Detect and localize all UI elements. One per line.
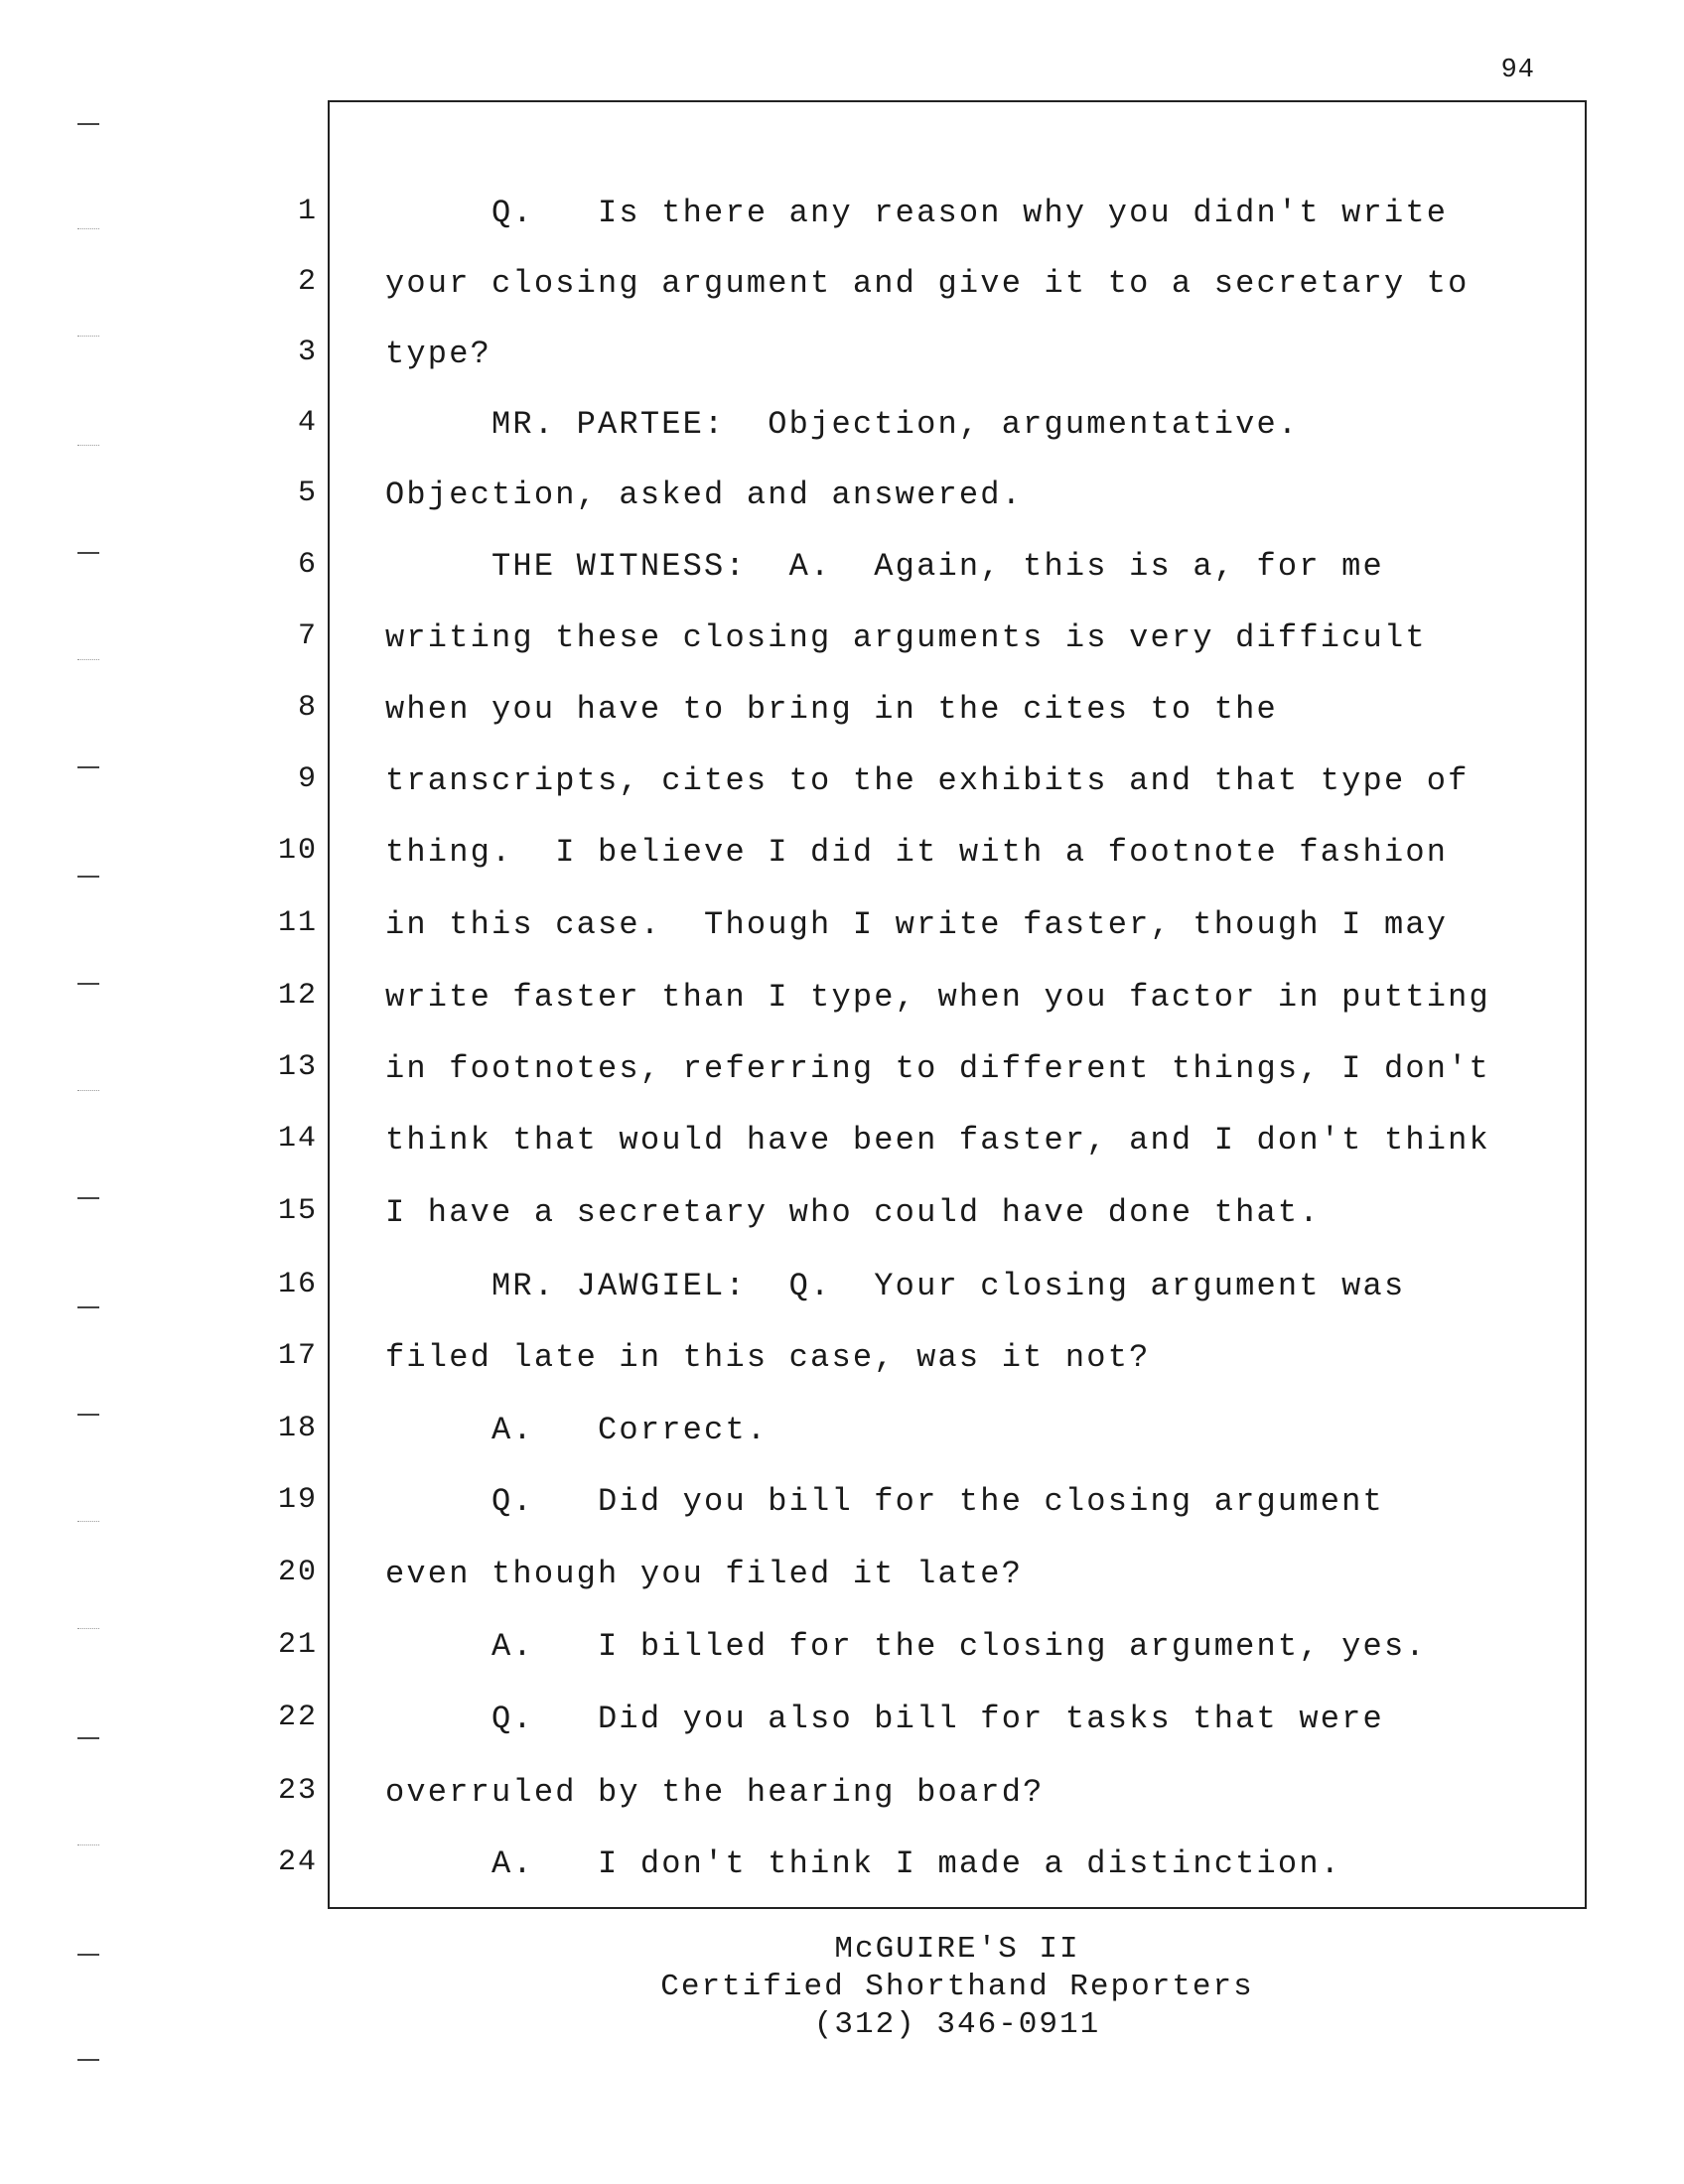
line-number: 2: [297, 265, 318, 299]
margin-tick: [77, 1414, 99, 1416]
transcript-line: thing. I believe I did it with a footnote fashion: [385, 834, 1449, 871]
margin-tick: [77, 445, 99, 446]
transcript-line: type?: [385, 336, 492, 372]
transcript-line: transcripts, cites to the exhibits and that type of: [385, 762, 1470, 799]
margin-tick: [77, 1844, 99, 1845]
line-number: 5: [297, 477, 318, 510]
transcript-line: write faster than I type, when you factor in putting: [385, 979, 1490, 1016]
line-number: 8: [297, 691, 318, 725]
margin-tick: [77, 552, 99, 554]
margin-tick: [77, 228, 99, 229]
line-number: 17: [277, 1339, 318, 1373]
margin-tick: [77, 1306, 99, 1308]
transcript-line: writing these closing arguments is very difficult: [385, 619, 1427, 656]
margin-tick: [77, 1090, 99, 1091]
margin-tick: [77, 876, 99, 878]
transcript-line: in footnotes, referring to different things, I don't: [385, 1050, 1490, 1087]
reporter-name: McGUIRE'S II: [834, 1932, 1080, 1967]
line-number: 15: [277, 1194, 318, 1228]
margin-tick: [77, 1197, 99, 1199]
margin-tick: [77, 1737, 99, 1739]
page-number: 94: [1500, 56, 1535, 85]
transcript-line: MR. PARTEE: Objection, argumentative.: [385, 406, 1300, 443]
margin-tick: [77, 336, 99, 337]
line-number: 16: [277, 1268, 318, 1301]
transcript-line: think that would have been faster, and I don't think: [385, 1122, 1490, 1159]
margin-tick: [77, 983, 99, 985]
line-number: 14: [277, 1122, 318, 1156]
transcript-line: Q. Did you bill for the closing argument: [385, 1483, 1384, 1520]
margin-tick: [77, 1954, 99, 1956]
line-number: 12: [277, 979, 318, 1013]
margin-tick: [77, 1521, 99, 1522]
transcript-line: MR. JAWGIEL: Q. Your closing argument was: [385, 1268, 1406, 1304]
transcript-line: overruled by the hearing board?: [385, 1774, 1045, 1811]
line-number: 24: [277, 1845, 318, 1879]
transcript-line: I have a secretary who could have done that.: [385, 1194, 1321, 1231]
line-number: 19: [277, 1483, 318, 1517]
reporter-phone: (312) 346-0911: [813, 2007, 1101, 2042]
line-number: 1: [297, 195, 318, 228]
line-number: 11: [277, 906, 318, 940]
margin-tick: [77, 123, 99, 125]
margin-tick: [77, 2059, 99, 2061]
transcript-line: Q. Is there any reason why you didn't write: [385, 195, 1449, 231]
line-number: 23: [277, 1774, 318, 1808]
line-number: 7: [297, 619, 318, 653]
transcript-line: A. I don't think I made a distinction.: [385, 1845, 1342, 1882]
line-number: 21: [277, 1628, 318, 1662]
line-number: 18: [277, 1412, 318, 1445]
margin-tick: [77, 1628, 99, 1629]
margin-tick: [77, 766, 99, 768]
line-number: 9: [297, 762, 318, 796]
reporter-footer: [328, 1931, 1587, 2044]
transcript-line: your closing argument and give it to a secretary to: [385, 265, 1470, 302]
transcript-line: THE WITNESS: A. Again, this is a, for me: [385, 548, 1384, 585]
transcript-line: when you have to bring in the cites to the: [385, 691, 1278, 728]
line-number: 13: [277, 1050, 318, 1084]
transcript-line: in this case. Though I write faster, though I may: [385, 906, 1449, 943]
transcript-line: filed late in this case, was it not?: [385, 1339, 1151, 1376]
transcript-line: A. I billed for the closing argument, yes.: [385, 1628, 1427, 1665]
line-number: 6: [297, 548, 318, 582]
transcript-line: Objection, asked and answered.: [385, 477, 1024, 513]
margin-tick: [77, 659, 99, 660]
line-number: 4: [297, 406, 318, 440]
transcript-line: even though you filed it late?: [385, 1556, 1024, 1592]
line-number: 10: [277, 834, 318, 868]
line-number: 20: [277, 1556, 318, 1589]
reporter-description: Certified Shorthand Reporters: [660, 1970, 1254, 2004]
transcript-line: A. Correct.: [385, 1412, 769, 1448]
line-number: 3: [297, 336, 318, 369]
line-number: 22: [277, 1701, 318, 1734]
transcript-line: Q. Did you also bill for tasks that were: [385, 1701, 1384, 1737]
